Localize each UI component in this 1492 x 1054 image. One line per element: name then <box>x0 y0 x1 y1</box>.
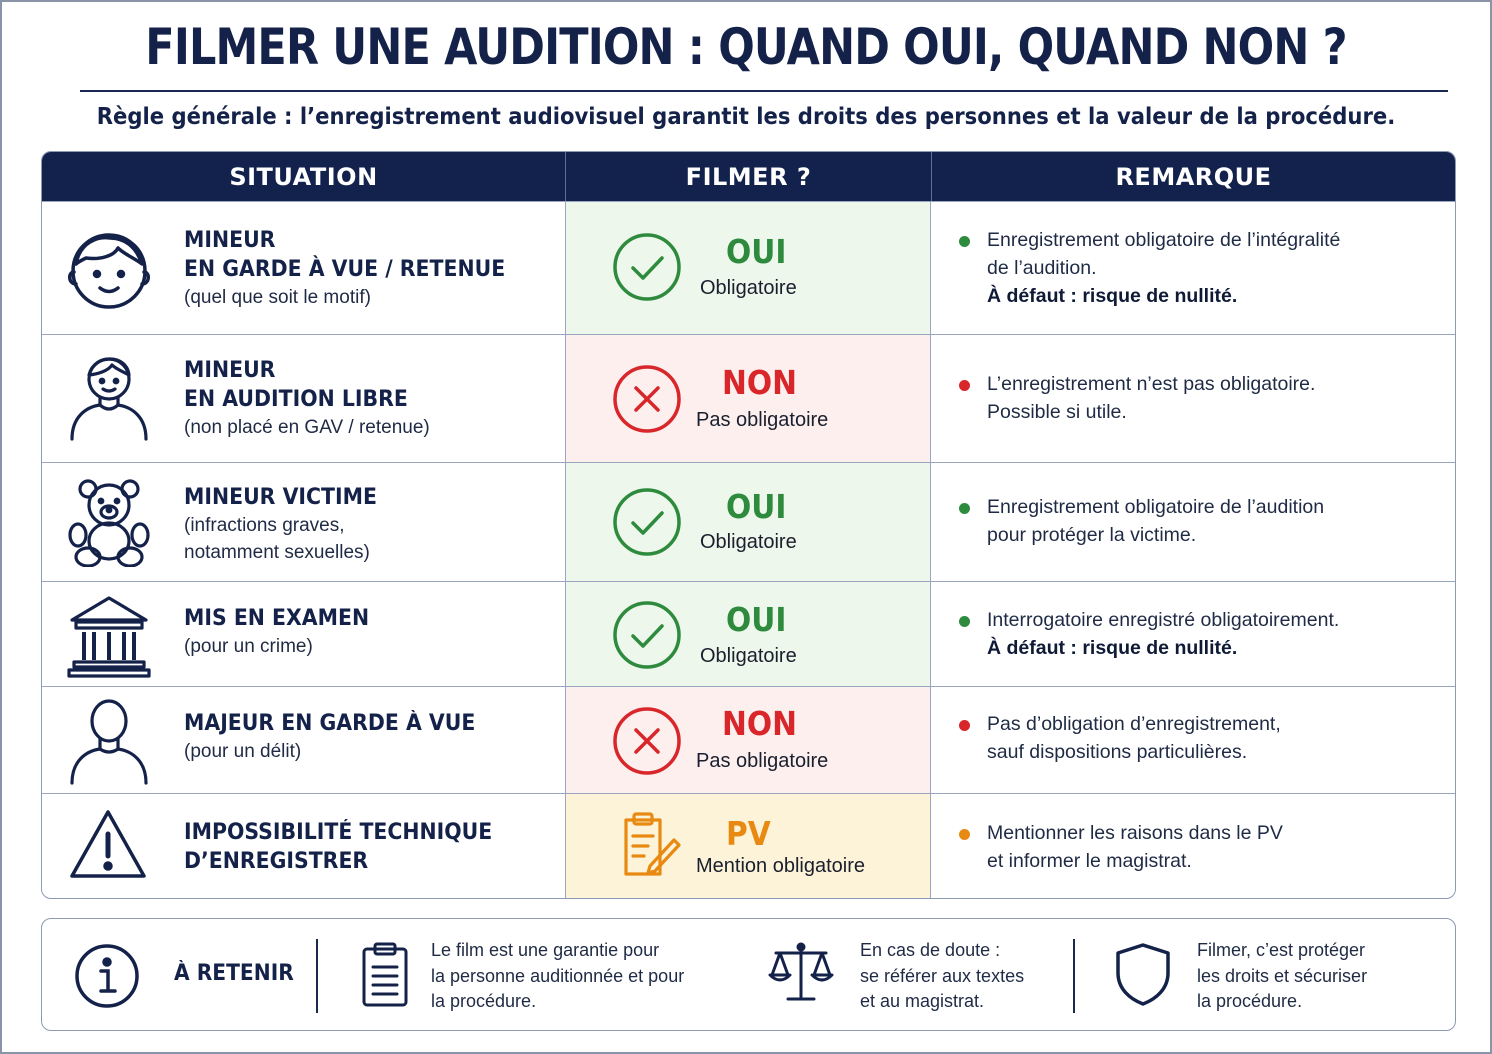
scales-icon <box>768 939 834 1005</box>
verdict-subtitle: Obligatoire <box>700 531 797 553</box>
clipboard-icon <box>360 941 410 1009</box>
situation-subtitle: (pour un délit) <box>184 741 302 762</box>
header-situation: SITUATION <box>229 162 378 191</box>
courthouse-icon <box>64 590 154 680</box>
verdict-subtitle: Pas obligatoire <box>696 409 829 431</box>
header-filmer: FILMER ? <box>565 152 931 201</box>
situation-title: MIS EN EXAMEN <box>184 606 370 631</box>
retain-text: Filmer, c’est protéger les droits et sécuriser la procédure. <box>1197 940 1368 1011</box>
table-header <box>42 152 1455 201</box>
remark: Enregistrement obligatoire de l’audition pour protéger la victime. <box>987 496 1325 546</box>
retain-label: À RETENIR <box>174 961 294 986</box>
child-face-icon <box>64 224 154 314</box>
remark: Mentionner les raisons dans le PV et informer le magistrat. <box>987 822 1283 872</box>
check-circle-icon <box>612 487 682 557</box>
remark: Pas d’obligation d’enregistrement, sauf dispositions particulières. <box>987 713 1281 763</box>
verdict-label: PV <box>726 814 771 853</box>
status-dot <box>959 503 970 514</box>
info-icon <box>74 943 140 1009</box>
status-dot <box>959 829 970 840</box>
situation-subtitle: (non placé en GAV / retenue) <box>184 417 430 438</box>
situation-title: MINEUR VICTIME <box>184 485 377 510</box>
verdict-label: OUI <box>726 600 787 639</box>
remark: Enregistrement obligatoire de l’intégralité de l’audition. À défaut : risque de nullité. <box>987 229 1341 307</box>
table-row <box>42 581 1455 686</box>
check-circle-icon <box>612 232 682 302</box>
verdict-label: OUI <box>726 487 787 526</box>
situation-title: MAJEUR EN GARDE À VUE <box>184 711 476 736</box>
retain-text: En cas de doute : se référer aux textes et au magistrat. <box>860 940 1025 1011</box>
teddy-bear-icon <box>64 477 154 567</box>
cross-circle-icon <box>612 706 682 776</box>
situations-table <box>41 151 1456 899</box>
shield-icon <box>1114 941 1172 1007</box>
situation-subtitle: (pour un crime) <box>184 636 313 657</box>
table-row <box>42 201 1455 334</box>
header-remarque: REMARQUE <box>931 152 1455 201</box>
status-dot <box>959 236 970 247</box>
table-row <box>42 686 1455 793</box>
verdict-subtitle: Obligatoire <box>700 645 797 667</box>
verdict-label: NON <box>722 363 797 402</box>
status-dot <box>959 720 970 731</box>
retain-text: Le film est une garantie pour la personne auditionnée et pour la procédure. <box>431 940 685 1011</box>
verdict-subtitle: Obligatoire <box>700 277 797 299</box>
verdict-subtitle: Mention obligatoire <box>696 855 865 877</box>
situation-title: MINEUR EN AUDITION LIBRE <box>184 358 408 412</box>
verdict-subtitle: Pas obligatoire <box>696 750 829 772</box>
table-row <box>42 793 1455 899</box>
situation-title: MINEUR EN GARDE À VUE / RETENUE <box>184 228 506 282</box>
divider <box>316 939 318 1013</box>
retain-box <box>41 918 1456 1031</box>
document-pen-icon <box>616 810 682 880</box>
child-person-icon <box>64 351 154 441</box>
warning-triangle-icon <box>68 806 148 886</box>
situation-subtitle: (quel que soit le motif) <box>184 287 371 308</box>
adult-person-icon <box>64 695 154 785</box>
table-row <box>42 334 1455 462</box>
page-title: FILMER UNE AUDITION : QUAND OUI, QUAND NON ? <box>145 18 1347 76</box>
title-divider <box>80 90 1448 92</box>
status-dot <box>959 380 970 391</box>
check-circle-icon <box>612 600 682 670</box>
status-dot <box>959 616 970 627</box>
table-row <box>42 462 1455 581</box>
cross-circle-icon <box>612 364 682 434</box>
verdict-label: OUI <box>726 232 787 271</box>
situation-subtitle: (infractions graves, notamment sexuelles) <box>184 515 370 563</box>
general-rule: Règle générale : l’enregistrement audiovisuel garantit les droits des personnes et la valeur de la procédure. <box>96 104 1396 130</box>
situation-title: IMPOSSIBILITÉ TECHNIQUE D’ENREGISTRER <box>184 820 493 874</box>
verdict-label: NON <box>722 704 797 743</box>
remark: L’enregistrement n’est pas obligatoire. Possible si utile. <box>987 373 1316 423</box>
remark: Interrogatoire enregistré obligatoirement. À défaut : risque de nullité. <box>987 609 1340 659</box>
divider <box>1073 939 1075 1013</box>
